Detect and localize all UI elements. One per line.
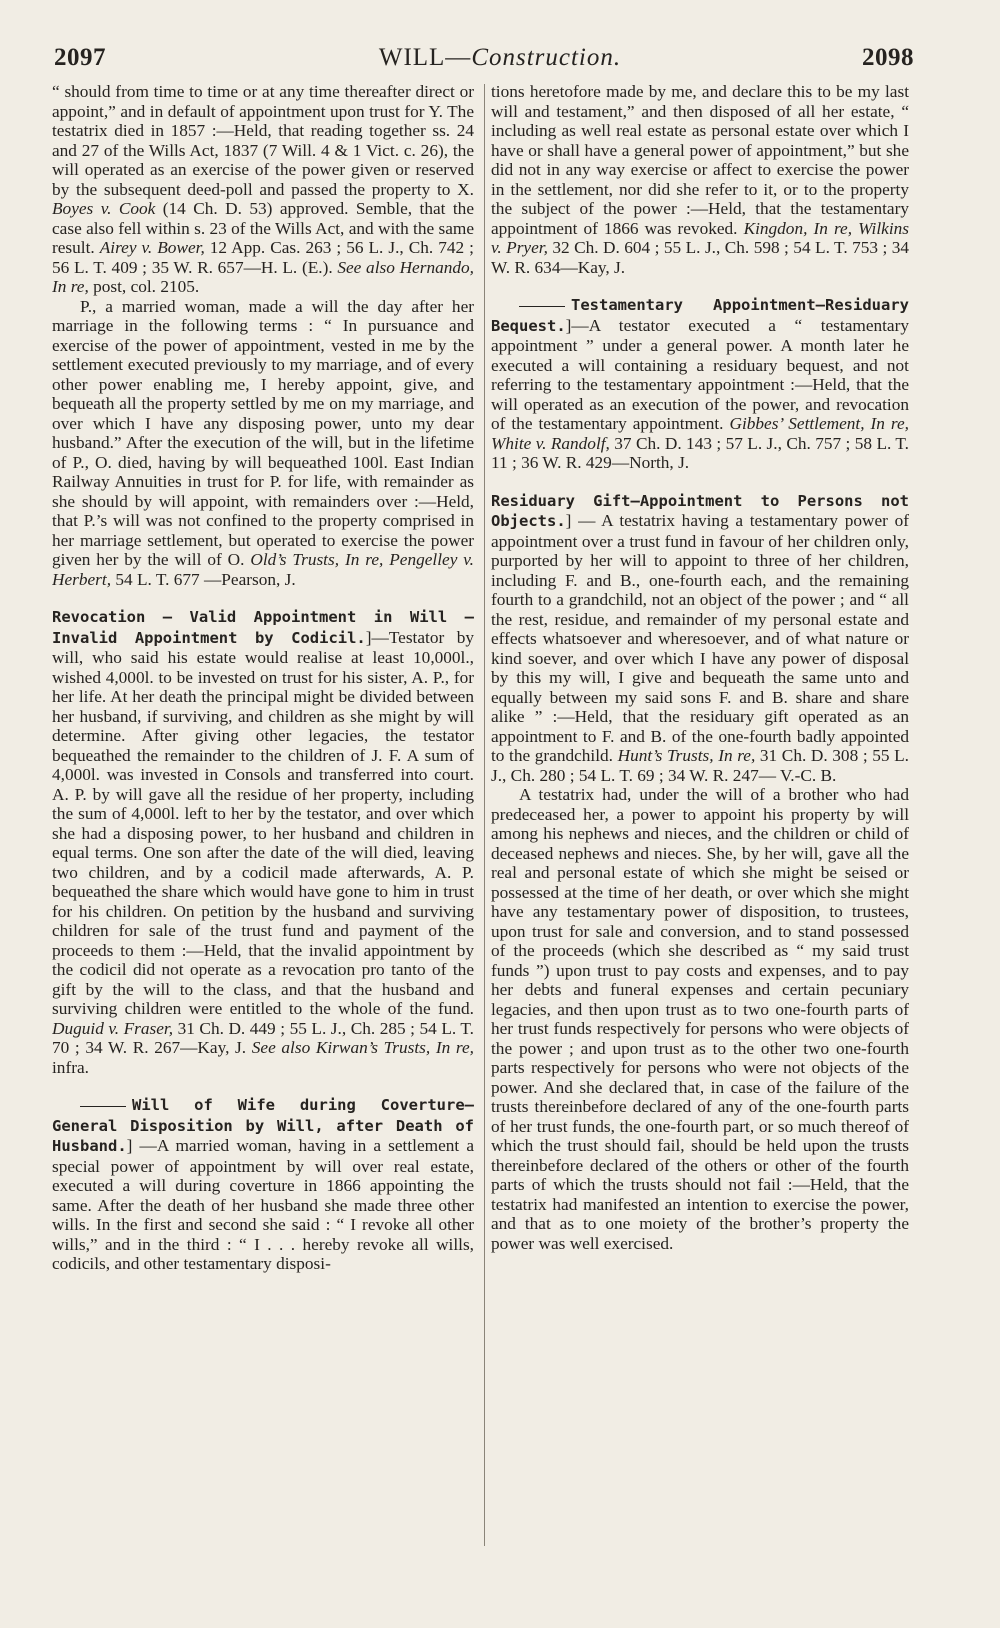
paragraph bbox=[491, 785, 909, 1253]
paragraph bbox=[52, 82, 474, 297]
left-column bbox=[52, 82, 474, 1562]
cross-reference: See also Kirwan’s Trusts, In re, bbox=[251, 1038, 474, 1057]
text: tions heretofore made by me, and declare this to be my last will and testament,” and then disposed of all her estate, “ including as well real estate as personal estate over which I have or shall have a general power of appointment,” but she did not in any way exercise or affect to exercise the power in the settlement, nor did she refer to it, or to the property the subject of the power :—Held, that the testamentary appointment of 1866 was revoked. bbox=[491, 82, 909, 238]
right-column bbox=[491, 82, 909, 1562]
case-citation: Kingdon, In re, Wilkins v. Pryer, bbox=[491, 218, 909, 257]
section-entry bbox=[52, 607, 474, 1077]
text: 37 Ch. D. 143 ; 57 L. J., Ch. 757 ; 58 L. T. 11 ; 36 W. R. 429—North, J. bbox=[491, 433, 909, 472]
text: 31 Ch. D. 449 ; 55 L. J., Ch. 285 ; 54 L. T. 70 ; 34 W. R. 267—Kay, J. bbox=[52, 1018, 474, 1057]
section-entry bbox=[52, 1095, 474, 1274]
text: A testatrix had, under the will of a brother who had predeceased her, a power to appoint his property by will among his nephews and nieces, and the children or child of deceased nephews and nieces. She, by her will, gave all the real and personal estate of which she might be seised or possessed at the time of her death, or over which she might have any testamentary power of disposition, to trustees, upon trust for sale and conversion, and to stand possessed of the proceeds (which she described as “ my said trust funds ”) upon trust to pay costs and expenses, and to pay her debts and funeral expenses and certain pecuniary legacies, and then upon trust as to two one-fourth parts of her trust funds respectively for persons who were objects of the power ; and upon trust as to the other two one-fourth parts respectively for persons who were not objects of the power. And she declared that, in case of the failure of the trusts thereinbefore declared of any of the one-fourth parts of her trust funds, the one-fourth part, or so much thereof of which the trust should fail, should be held upon the trusts thereinbefore declared of the others or other of the fourth parts of which the trusts should not fail :—Held, that the testatrix had manifested an intention to exercise the power, and that as to one moiety of the brother’s property the power was well exercised. bbox=[491, 785, 909, 1253]
text: ]—A testator executed a “ testamentary appointment ” under a general power. A month later he executed a will containing a residuary bequest, and not referring to the testamentary appointment :—Held, that the will operated as an execution of the power, and revocation of the testamentary appointment. bbox=[491, 315, 909, 433]
running-header bbox=[0, 44, 1000, 84]
section-entry bbox=[491, 295, 909, 473]
text: ] — A testatrix having a testamentary power of appointment over a trust fund in favour of her children only, purported by her will to appoint to three of her children, including F. and B., one-fourth each, and the remaining fourth to a grandchild, not an object of the power ; and “ all the rest, residue, and remainder of my personal estate and effects whatsoever and wheresoever, and of what nature or kind soever, and over which I have any power of disposal by this my will, I give and bequeath the same unto and equally between my said sons F. and B. share and share alike ” :—Held, that the residuary gift operated as an appointment to F. and B. of the one-fourth badly appointed to the grandchild. bbox=[491, 511, 909, 765]
section-heading: Revocation — Valid Appointment in Will — Invalid Appointment by Codicil. bbox=[52, 608, 474, 647]
text: ]—Testator by will, who said his estate would realise at least 10,000l., wished 4,000l. to be invested on trust for his sister, A. P., for her life. At her death the principal might be divided between her husband, if surviving, and children as she might by will determine. After giving other legacies, the testator bequeathed the remainder to the children of J. F. A sum of 4,000l. was invested in Consols and transferred into court. A. P. by will gave all the residue of her property, including the sum of 4,000l. left to her by the testator, and over which she had a disposing power, to her husband and children in equal terms. One son after the date of the will died, leaving two children, and by a codicil made afterwards, A. P. bequeathed the share which would have gone to him in trust for his children. On petition by the husband and surviving children for sale of the trust fund and payment of the proceeds to them :—Held, that the invalid appointment by the codicil did not operate as a revocation pro tanto of the gift by the will to the class, and that the husband and surviving children were entitled to the whole of the fund. bbox=[52, 627, 474, 1018]
column-divider bbox=[484, 84, 485, 1546]
paragraph bbox=[491, 82, 909, 277]
case-citation: Boyes v. Cook bbox=[52, 199, 156, 218]
em-rule bbox=[519, 306, 565, 307]
case-citation: Hunt’s Trusts, In re, bbox=[617, 746, 756, 765]
case-citation: Airey v. Bower, bbox=[99, 238, 205, 257]
page-number-right: 2098 bbox=[862, 44, 914, 71]
text: ] —A married woman, having in a settlement a special power of appointment by will over real estate, executed a will during coverture in 1866 appointing the same. After the death of her husband she made three other wills. In the first and second she said : “ I revoke all other wills,” and in the third : “ I . . . hereby revoke all wills, codicils, and other testamentary disposi- bbox=[52, 1136, 474, 1273]
case-citation: Gibbes’ Settlement, In re, White v. Randolf, bbox=[491, 414, 909, 453]
page-number-left: 2097 bbox=[54, 44, 106, 71]
section-heading: Testamentary Appointment—Residuary Bequest. bbox=[491, 296, 909, 335]
section-heading: Will of Wife during Coverture—General Disposition by Will, after Death of Husband. bbox=[52, 1096, 474, 1155]
running-title bbox=[0, 44, 1000, 72]
running-title-main: WILL— bbox=[378, 44, 472, 71]
paragraph bbox=[52, 297, 474, 590]
text: 32 Ch. D. 604 ; 55 L. J., Ch. 598 ; 54 L. T. 753 ; 34 W. R. 634—Kay, J. bbox=[491, 238, 909, 277]
text: (14 Ch. D. 53) approved. Semble, that the case also fell within s. 23 of the Wills Act, and with the same result. bbox=[52, 199, 474, 257]
text: 12 App. Cas. 263 ; 56 L. J., Ch. 742 ; 56 L. T. 409 ; 35 W. R. 657—H. L. (E.). bbox=[52, 238, 474, 277]
text: 54 L. T. 677 —Pearson, J. bbox=[111, 569, 296, 589]
case-citation: Old’s Trusts, In re, Pengelley v. Herbert, bbox=[52, 550, 474, 589]
text: infra. bbox=[52, 1057, 89, 1077]
text: P., a married woman, made a will the day after her marriage in the following terms : “ In pursuance and exercise of the power of appointment, vested in me by the settlement executed previously to my marriage, and of every other power enabling me, I hereby appoint, give, and bequeath all the property settled by me on my marriage, and over which I have any disposing power, unto my dear husband.” After the execution of the will, but in the lifetime of P., O. died, having by will bequeathed 100l. East Indian Railway Annuities in trust for P. for life, with remainder as she should by will appoint, with remainders over :—Held, that P.’s will was not confined to the property comprised in her marriage settlement, but operated to exercise the power given her by the will of O. bbox=[52, 296, 474, 569]
section-entry bbox=[491, 491, 909, 786]
text: post, col. 2105. bbox=[88, 277, 200, 296]
case-citation: Duguid v. Fraser, bbox=[52, 1018, 174, 1038]
text: 31 Ch. D. 308 ; 55 L. J., Ch. 280 ; 54 L. T. 69 ; 34 W. R. 247— V.-C. B. bbox=[491, 746, 909, 785]
em-rule bbox=[80, 1106, 126, 1107]
section-heading: Residuary Gift—Appointment to Persons not Objects. bbox=[491, 491, 909, 530]
running-title-italic: Construction. bbox=[471, 44, 622, 71]
cross-reference: See also Hernando, In re, bbox=[52, 257, 474, 296]
text: “ should from time to time or at any time thereafter direct or appoint,” and in default of appointment upon trust for Y. The testatrix died in 1857 :—Held, that reading together ss. 24 and 27 of the Wills Act, 1837 (7 Will. 4 & 1 Vict. c. 26), the will operated as an exercise of the power given or reserved by the subsequent deed-poll and passed the property to X. bbox=[52, 82, 474, 199]
